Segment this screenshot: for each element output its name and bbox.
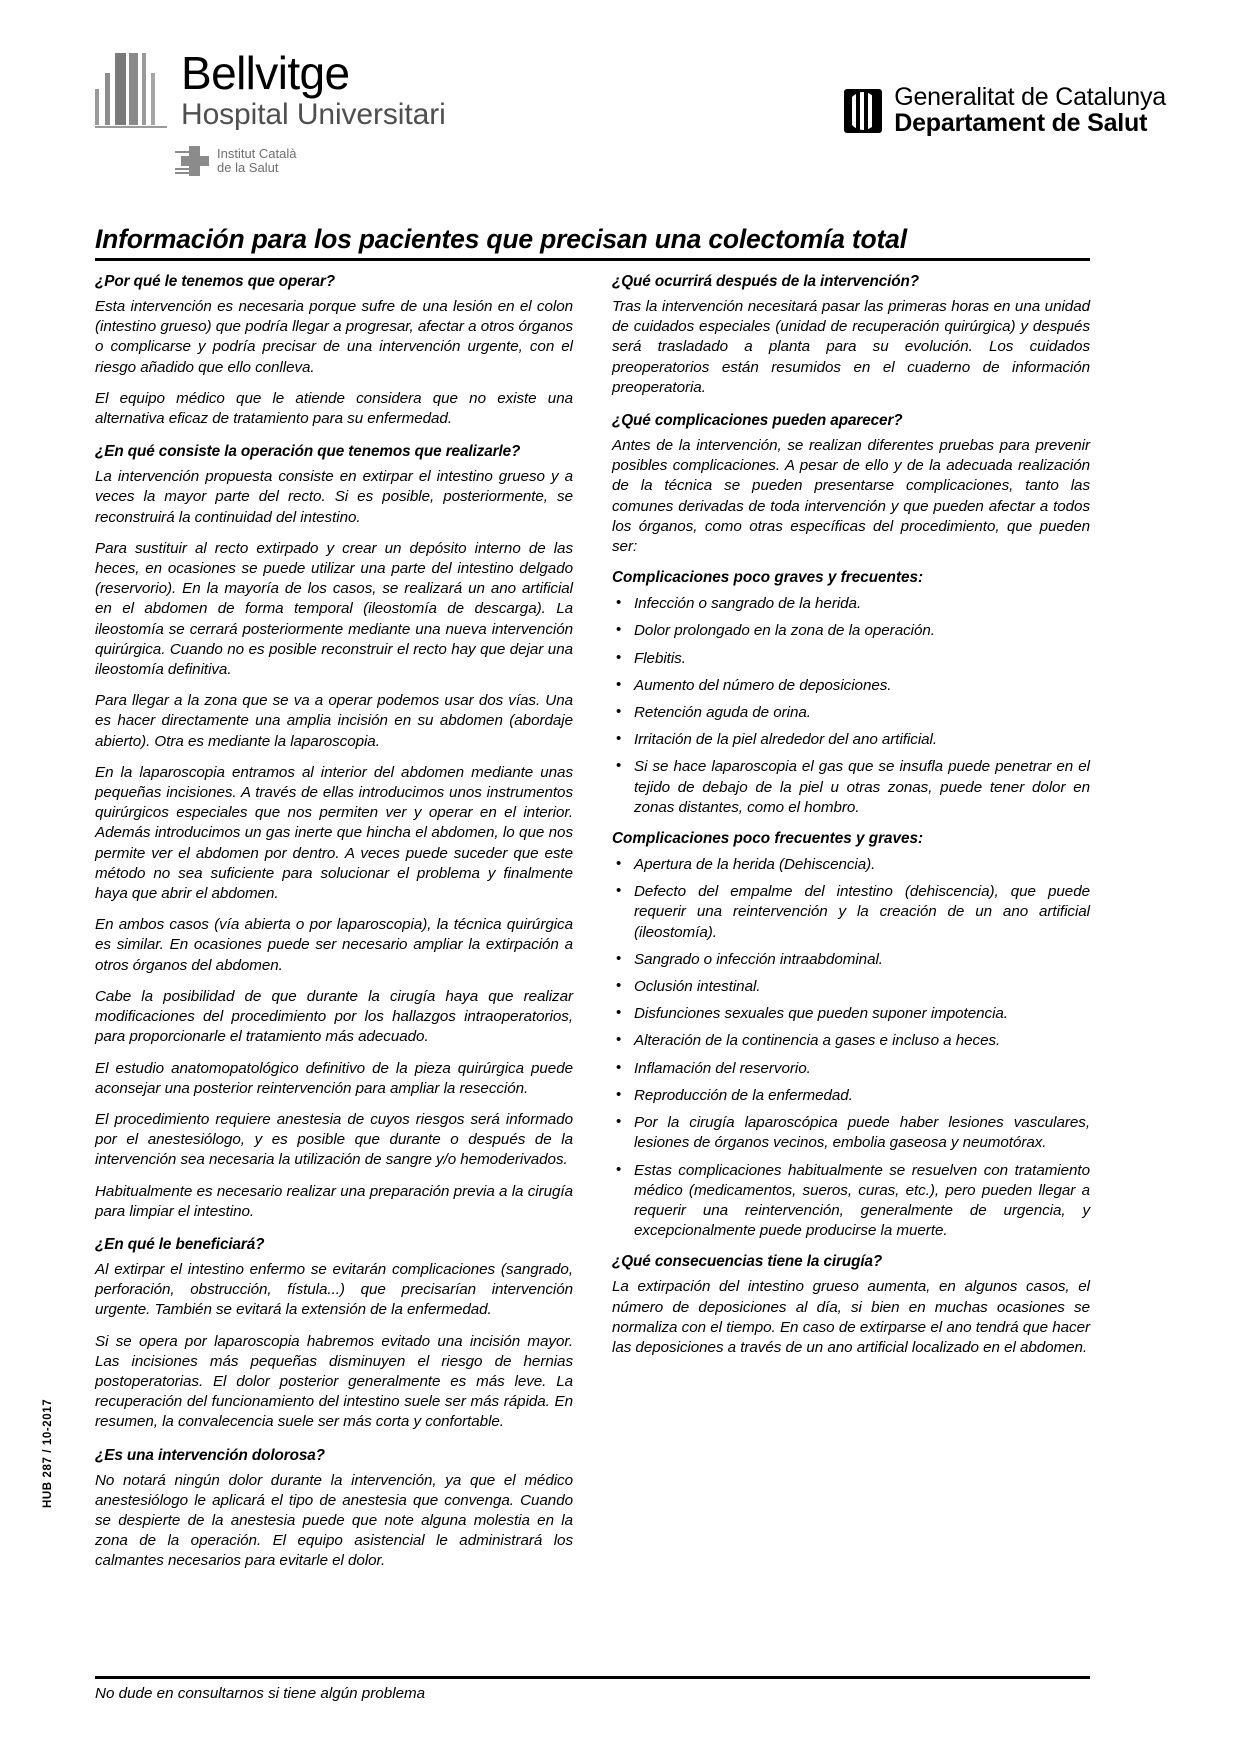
right-column [612, 272, 1090, 1583]
section-heading: ¿En qué consiste la operación que tenemos que realizarle? [95, 443, 521, 461]
section-paragraph: La intervención propuesta consiste en extirpar el intestino grueso y a veces la mayor parte del recto. Si es posible, posteriormente, se reconstruirá la continuidad del intestino. [95, 468, 573, 526]
bellvitge-towers-icon [95, 54, 167, 136]
section-paragraph: Tras la intervención necesitará pasar las primeras horas en una unidad de cuidados especiales (unidad de recuperación quirúrgica) y después será trasladado a planta para su evolución. Los cuidados preoperatorios están resumidos en el cuaderno de información preoperatoria. [612, 298, 1090, 396]
section-heading: ¿Qué ocurrirá después de la intervención? [612, 273, 920, 290]
section-paragraph: El estudio anatomopatológico definitivo de la pieza quirúrgica puede aconsejar una posterior reintervención para ampliar la resección. [95, 1059, 573, 1097]
footer-note: No dude en consultarnos si tiene algún problema [95, 1685, 426, 1702]
section-heading: ¿Por qué le tenemos que operar? [95, 273, 335, 290]
list-item: • Disfunciones sexuales que pueden suponer impotencia. [612, 1004, 1090, 1024]
section-paragraph: El equipo médico que le atiende considera que no existe una alternativa eficaz de tratamiento para su enfermedad. [95, 389, 573, 428]
generalitat-label: Generalitat de Catalunya [894, 83, 1166, 111]
subsection-heading: Complicaciones poco frecuentes y graves: [612, 830, 924, 848]
list-item: • Por la cirugía laparoscópica puede haber lesiones vasculares, lesiones de órganos vecinos, embolia gaseosa y neumotórax. [612, 1113, 1090, 1153]
bellvitge-hospital-logo [95, 48, 446, 136]
document-reference-code: HUB 287 / 10-2017 [42, 1398, 54, 1508]
section-paragraph: Esta intervención es necesaria porque sufre de una lesión en el colon (intestino grueso) que podría llegar a progresar, afectar a otros órganos o complicarse y podría precisar de una intervención urgente, con el riesgo añadido que ello conlleva. [95, 298, 573, 376]
list-item: • Dolor prolongado en la zona de la operación. [612, 621, 1090, 641]
subsection-heading: Complicaciones poco graves y frecuentes: [612, 569, 924, 587]
ics-label-line2: de la Salut [217, 160, 279, 175]
section-paragraph: El procedimiento requiere anestesia de cuyos riesgos será informado por el anestesiólogo, y es posible que durante o después de la intervención sea necesaria la utilización de sangre y/o hemoderivados. [95, 1110, 573, 1169]
complications-minor-list [612, 594, 1090, 818]
hospital-subtitle: Hospital Universitari [181, 98, 446, 131]
section-paragraph: Para llegar a la zona que se va a operar podemos usar dos vías. Una es hacer directamente una amplia incisión en su abdomen (abordaje abierto). Otra es mediante la laparoscopia. [95, 692, 573, 750]
list-item: • Sangrado o infección intraabdominal. [612, 950, 1090, 970]
section-heading: ¿Qué consecuencias tiene la cirugía? [612, 1253, 883, 1271]
list-item: • Defecto del empalme del intestino (dehiscencia), que puede requerir una reintervención y la creación de un ano artificial (ileostomía). [612, 882, 1090, 943]
ics-label-line1: Institut Català [217, 146, 297, 161]
list-item: • Irritación de la piel alrededor del ano artificial. [612, 730, 1090, 750]
list-item: • Flebitis. [612, 649, 1090, 669]
section-paragraph: Para sustituir al recto extirpado y crear un depósito interno de las heces, en ocasiones se puede utilizar una parte del intestino delgado (reservorio). En la mayoría de los casos, se realizará un ano artificial en el abdomen de forma temporal (ileostomía de descarga). La ileostomía se cerrará posteriormente mediante una nueva intervención quirúrgica. Cuando no es posible reconstruir el recto hay que dejar una ileostomía definitiva. [95, 539, 573, 679]
complications-serious-list [612, 855, 1090, 1241]
page-title: Información para los pacientes que precisan una colectomía total [95, 224, 907, 254]
section-heading: ¿Es una intervención dolorosa? [95, 1446, 325, 1464]
list-item: • Retención aguda de orina. [612, 703, 1090, 723]
section-paragraph: No notará ningún dolor durante la intervención, ya que el médico anestesiólogo le aplicará el tipo de anestesia que convenga. Cuando se despierte de la anestesia puede que note alguna molestia en la zona de la operación. El equipo asistencial le administrará los calmantes necesarios para evitarle el dolor. [95, 1471, 573, 1570]
list-item: • Apertura de la herida (Dehiscencia). [612, 855, 1090, 875]
list-item: • Reproducción de la enfermedad. [612, 1086, 1090, 1106]
generalitat-logo [844, 84, 1166, 137]
hospital-name: Bellvitge [181, 47, 350, 99]
section-paragraph: Si se opera por laparoscopia habremos evitado una incisión mayor. Las incisiones más pequeñas disminuyen el riesgo de hernias postoperatorias. El dolor posterior generalmente es más leve. La recuperación del funcionamiento del intestino suele ser más rápida. En resumen, la convalecencia suele ser más corta y confortable. [95, 1332, 573, 1431]
document-body [95, 272, 1090, 1583]
departament-label: Departament de Salut [894, 109, 1148, 137]
title-divider [95, 258, 1090, 261]
section-paragraph: Antes de la intervención, se realizan diferentes pruebas para prevenir posibles complicaciones. A pesar de ello y de la adecuada realización de la técnica se pueden presentarse complicaciones, tanto las comunes derivadas de toda intervención y que pueden afectar a todos los órganos, como otras específicas del procedimiento, que pueden ser: [612, 437, 1090, 556]
list-item: • Inflamación del reservorio. [612, 1059, 1090, 1079]
ics-cross-icon [175, 146, 209, 176]
section-paragraph: Habitualmente es necesario realizar una preparación previa a la cirugía para limpiar el intestino. [95, 1182, 573, 1220]
list-item: • Aumento del número de deposiciones. [612, 676, 1090, 696]
list-item: • Estas complicaciones habitualmente se resuelven con tratamiento médico (medicamentos, sueros, curas, etc.), pero pueden llegar a requerir una reintervención, generalmente de urgencia, y excepcionalmente puede producirse la muerte. [612, 1161, 1090, 1242]
page-header [0, 0, 1241, 195]
section-paragraph: Cabe la posibilidad de que durante la cirugía haya que realizar modificaciones del procedimiento por los hallazgos intraoperatorios, para proporcionarle el tratamiento más adecuado. [95, 987, 573, 1046]
section-heading: ¿En qué le beneficiará? [95, 1235, 265, 1253]
section-paragraph: Al extirpar el intestino enfermo se evitarán complicaciones (sangrado, perforación, obstrucción, fístula...) que precisarían intervención urgente. También se evitará la extensión de la enfermedad. [95, 1260, 573, 1319]
list-item: • Si se hace laparoscopia el gas que se insufla puede penetrar en el tejido de debajo de la piel u otras zonas, puede tener dolor en zonas distantes, como el hombro. [612, 757, 1090, 818]
list-item: • Oclusión intestinal. [612, 977, 1090, 997]
section-paragraph: La extirpación del intestino grueso aumenta, en algunos casos, el número de deposiciones al día, si bien en muchas ocasiones se normaliza con el tiempo. En caso de extirparse el ano tendrá que hacer las deposiciones a través de un ano artificial localizado en el abdomen. [612, 1278, 1090, 1356]
footer-divider [95, 1676, 1090, 1679]
section-paragraph: En ambos casos (vía abierta o por laparoscopia), la técnica quirúrgica es similar. En ocasiones puede ser necesario ampliar la extirpación a otros órganos del abdomen. [95, 916, 573, 974]
list-item: • Infección o sangrado de la herida. [612, 594, 1090, 614]
section-paragraph: En la laparoscopia entramos al interior del abdomen mediante unas pequeñas incisiones. A través de ellas introducimos unos instrumentos quirúrgicos especiales que nos permiten ver y operar en el interior. Además introducimos un gas inerte que hincha el abdomen, lo que nos permite ver el abdomen por dentro. A veces puede suceder que este método no sea suficiente para solucionar el problema y finalmente haya que abrir el abdomen. [95, 763, 573, 903]
catalonia-shield-icon [844, 89, 882, 133]
institut-catala-salut-logo [175, 146, 297, 176]
section-heading: ¿Qué complicaciones pueden aparecer? [612, 412, 903, 430]
list-item: • Alteración de la continencia a gases e incluso a heces. [612, 1031, 1090, 1051]
left-column [95, 272, 573, 1583]
